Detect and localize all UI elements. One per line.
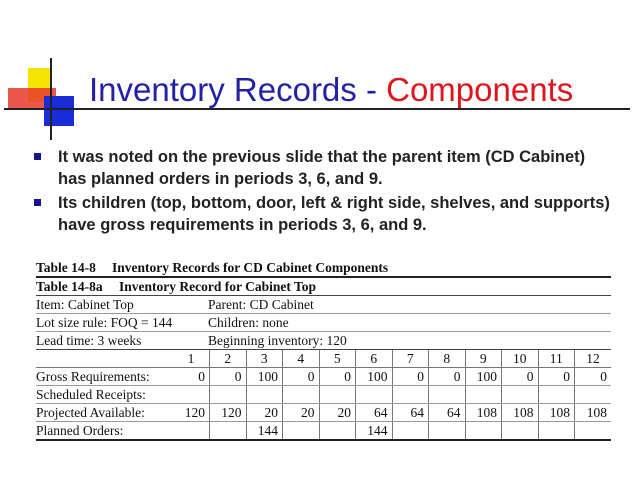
table-cell: 0 xyxy=(173,368,210,386)
table-cell: 144 xyxy=(356,422,393,441)
table-cell xyxy=(283,386,320,404)
table-cell: 0 xyxy=(319,368,356,386)
table-cell xyxy=(575,422,612,441)
table-cell: 64 xyxy=(429,404,466,422)
table-cell: 100 xyxy=(246,368,283,386)
bullet-square-icon xyxy=(34,199,41,206)
bullet-text: It was noted on the previous slide that the parent item (CD Cabinet) has planned orders in periods 3, 6, and 9. xyxy=(58,148,586,188)
title-separator: - xyxy=(356,71,387,108)
info-row xyxy=(36,314,611,332)
period-header-cell: 7 xyxy=(392,350,429,368)
period-header-cell: 8 xyxy=(429,350,466,368)
table-caption-number: Table 14-8 xyxy=(36,260,96,275)
table-cell xyxy=(392,422,429,441)
info-left: Lead time: 3 weeks xyxy=(36,333,142,348)
period-header-cell: 12 xyxy=(575,350,612,368)
table-cell xyxy=(429,422,466,441)
period-header-row xyxy=(36,350,611,368)
table-cell: 20 xyxy=(246,404,283,422)
table-cell: 0 xyxy=(210,368,247,386)
table-cell xyxy=(283,422,320,441)
table-subcaption-number: Table 14-8a xyxy=(36,279,103,294)
mrp-grid xyxy=(36,350,611,441)
table-cell xyxy=(392,386,429,404)
table-cell: 108 xyxy=(538,404,575,422)
slide-title xyxy=(89,70,573,110)
info-right: Parent: CD Cabinet xyxy=(208,297,314,312)
table-cell xyxy=(356,386,393,404)
table-cell xyxy=(502,386,539,404)
table-cell xyxy=(173,386,210,404)
table-cell: 108 xyxy=(502,404,539,422)
row-label: Projected Available: xyxy=(36,404,173,422)
period-header-cell: 11 xyxy=(538,350,575,368)
bullet-text: Its children (top, bottom, door, left & right side, shelves, and supports) have gross requirements in periods 3, 6, and 9. xyxy=(58,194,610,234)
info-right: Children: none xyxy=(208,315,289,330)
logo-vertical-line xyxy=(50,58,52,140)
bullet-list xyxy=(34,146,614,238)
table-row xyxy=(36,422,611,441)
table-row xyxy=(36,368,611,386)
info-left: Item: Cabinet Top xyxy=(36,297,134,312)
period-header-cell: 2 xyxy=(210,350,247,368)
table-cell: 0 xyxy=(502,368,539,386)
period-header-cell: 4 xyxy=(283,350,320,368)
period-header-cell: 5 xyxy=(319,350,356,368)
table-subcaption-text: Inventory Record for Cabinet Top xyxy=(119,279,317,294)
table-cell xyxy=(502,422,539,441)
row-label: Scheduled Receipts: xyxy=(36,386,173,404)
bullet-square-icon xyxy=(34,153,41,160)
table-cell xyxy=(246,386,283,404)
inventory-record-table xyxy=(36,259,611,441)
table-cell xyxy=(210,422,247,441)
table-cell: 108 xyxy=(465,404,502,422)
row-label: Planned Orders: xyxy=(36,422,173,441)
table-cell xyxy=(173,422,210,441)
table-cell xyxy=(429,386,466,404)
info-row xyxy=(36,296,611,314)
info-left: Lot size rule: FOQ = 144 xyxy=(36,315,173,330)
table-cell: 100 xyxy=(356,368,393,386)
info-row xyxy=(36,332,611,350)
table-cell xyxy=(319,386,356,404)
bullet-item xyxy=(34,146,614,190)
table-row xyxy=(36,386,611,404)
period-header-cell: 1 xyxy=(173,350,210,368)
logo-blue-block xyxy=(44,96,74,126)
table-cell: 20 xyxy=(319,404,356,422)
bullet-item xyxy=(34,192,614,236)
table-cell xyxy=(465,386,502,404)
row-label: Gross Requirements: xyxy=(36,368,173,386)
table-cell xyxy=(210,386,247,404)
table-cell: 0 xyxy=(429,368,466,386)
table-cell: 144 xyxy=(246,422,283,441)
table-cell: 0 xyxy=(538,368,575,386)
table-cell: 120 xyxy=(210,404,247,422)
table-cell: 0 xyxy=(392,368,429,386)
table-cell xyxy=(538,386,575,404)
period-header-cell: 3 xyxy=(246,350,283,368)
table-cell xyxy=(575,386,612,404)
table-cell: 64 xyxy=(356,404,393,422)
table-cell xyxy=(465,422,502,441)
table-cell xyxy=(319,422,356,441)
table-caption xyxy=(36,259,611,278)
table-row xyxy=(36,404,611,422)
period-header-cell: 9 xyxy=(465,350,502,368)
table-cell: 0 xyxy=(283,368,320,386)
title-accent: Components xyxy=(386,71,574,108)
period-header-cell: 6 xyxy=(356,350,393,368)
period-header-blank xyxy=(36,350,173,368)
table-caption-text: Inventory Records for CD Cabinet Components xyxy=(112,260,389,275)
table-cell xyxy=(538,422,575,441)
table-cell: 120 xyxy=(173,404,210,422)
table-cell: 0 xyxy=(575,368,612,386)
table-cell: 100 xyxy=(465,368,502,386)
table-cell: 108 xyxy=(575,404,612,422)
table-cell: 64 xyxy=(392,404,429,422)
period-header-cell: 10 xyxy=(502,350,539,368)
title-main: Inventory Records xyxy=(89,71,357,108)
info-right: Beginning inventory: 120 xyxy=(208,333,347,348)
table-cell: 20 xyxy=(283,404,320,422)
table-subcaption xyxy=(36,278,611,296)
